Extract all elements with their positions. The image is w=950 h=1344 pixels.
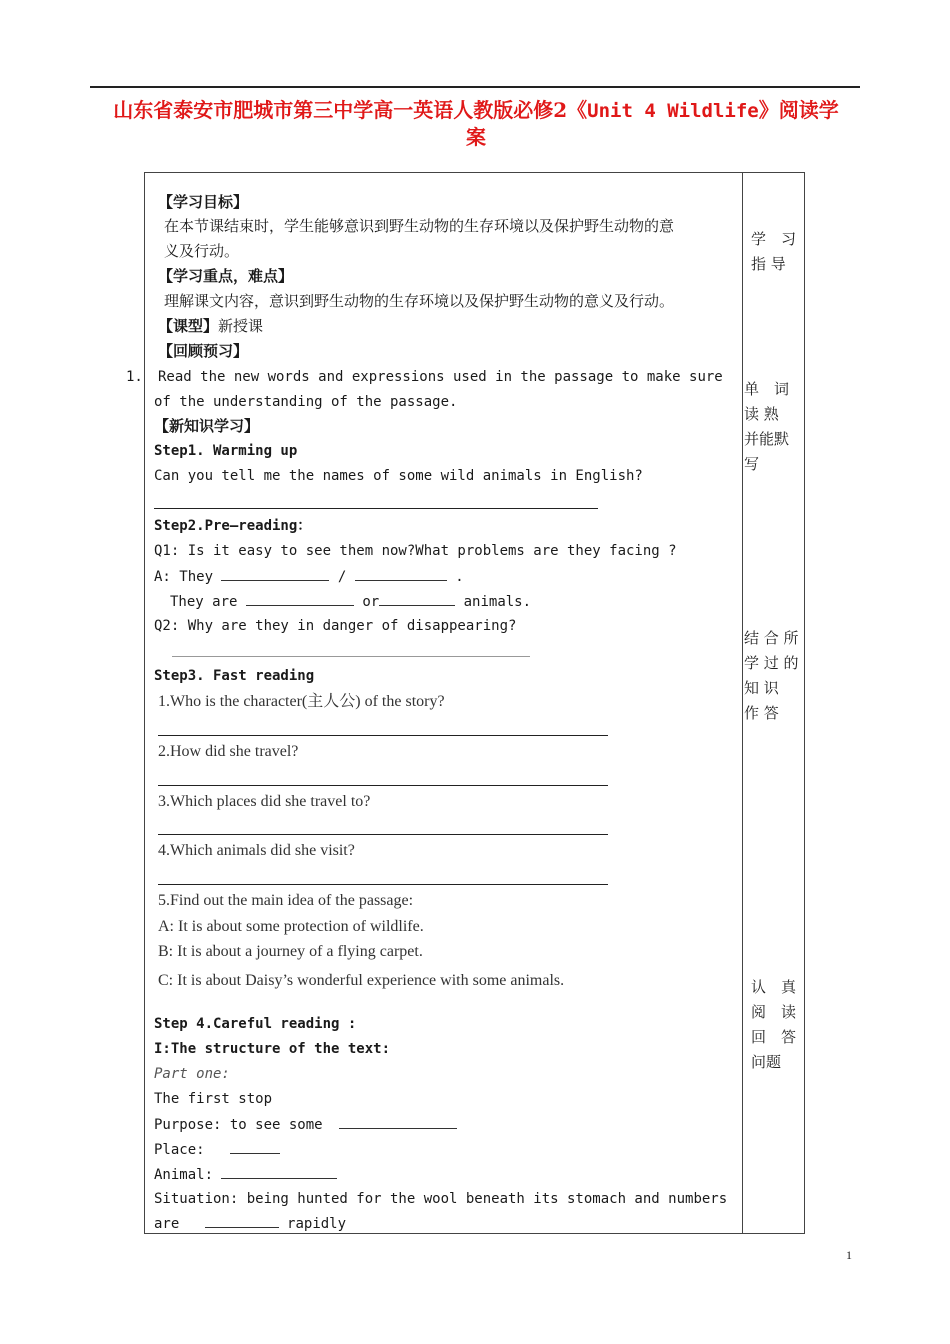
purpose-line: Purpose: to see some (154, 1114, 457, 1135)
step2-answer-a: A: They / . (154, 566, 464, 587)
step3-q1-answer-line[interactable] (158, 735, 608, 736)
step3-q2: 2.How did she travel? (158, 743, 299, 760)
step3-q4: 4.Which animals did she visit? (158, 842, 355, 859)
step3-option-c[interactable]: C: It is about Daisy’s wonderful experience with some animals. (158, 972, 565, 989)
blank-a1[interactable] (221, 566, 329, 581)
purpose-blank[interactable] (339, 1114, 457, 1129)
animal-blank[interactable] (221, 1164, 337, 1179)
step3-option-a[interactable]: A: It is about some protection of wildlife. (158, 918, 424, 935)
header-rule (90, 86, 860, 88)
blank-b2[interactable] (379, 591, 455, 606)
key-text: 理解课文内容，意识到野生动物的生存环境以及保护野生动物的意义及行动。 (164, 292, 675, 310)
part-one-label: Part one: (154, 1066, 230, 1082)
key-heading: 【学习重点，难点】 (158, 267, 294, 285)
blank-b1[interactable] (246, 591, 354, 606)
situation-line-2: are rapidly (154, 1213, 346, 1234)
step3-q4-answer-line[interactable] (158, 884, 608, 885)
step3-q3-answer-line[interactable] (158, 834, 608, 835)
review-heading: 【回顾预习】 (158, 342, 249, 360)
step1-answer-line[interactable] (154, 508, 598, 509)
step1-question: Can you tell me the names of some wild animals in English? (154, 468, 643, 484)
step2-answer-b: They are or animals. (170, 591, 531, 612)
new-knowledge-heading: 【新知识学习】 (154, 417, 260, 435)
step3-q5: 5.Find out the main idea of the passage: (158, 892, 414, 909)
step2-answer-line[interactable] (172, 656, 530, 657)
goal-text-2: 义及行动。 (164, 242, 240, 260)
place-line: Place: (154, 1139, 280, 1160)
step3-heading: Step3. Fast reading (154, 668, 315, 684)
review-text-2: of the understanding of the passage. (154, 394, 458, 410)
blank-a2[interactable] (355, 566, 447, 581)
step3-q3: 3.Which places did she travel to? (158, 793, 371, 810)
page-number: 1 (846, 1248, 852, 1262)
step3-option-b[interactable]: B: It is about a journey of a flying carpet. (158, 943, 423, 960)
step3-q1: 1.Who is the character(主人公) of the story? (158, 693, 445, 710)
sidebar-words-note: 单 词 读 熟 并能默 写 (744, 380, 790, 473)
step2-heading: Step2.Pre—reading： (154, 518, 312, 534)
goal-text-1: 在本节课结束时，学生能够意识到野生动物的生存环境以及保护野生动物的意 (164, 217, 675, 235)
step4-heading: Step 4.Careful reading : (154, 1016, 357, 1032)
animal-line: Animal: (154, 1164, 337, 1185)
sidebar-read-note: 认 真 阅 读 回 答 问题 (751, 978, 797, 1071)
situation-line-1: Situation: being hunted for the wool beneath its stomach and numbers (154, 1191, 728, 1207)
review-text-1: Read the new words and expressions used in the passage to make sure (158, 369, 723, 385)
step2-q2: Q2: Why are they in danger of disappearing? (154, 618, 517, 634)
column-divider (742, 172, 743, 1234)
step2-q1: Q1: Is it easy to see them now?What problems are they facing ? (154, 543, 677, 559)
type-line: 【课型】新授课 (158, 317, 264, 335)
step3-q2-answer-line[interactable] (158, 785, 608, 786)
first-stop-label: The first stop (154, 1091, 273, 1107)
page-title: 山东省泰安市肥城市第三中学高一英语人教版必修2《Unit 4 Wildlife》阅读学 案 (113, 98, 839, 149)
sidebar-combine-note: 结 合 所 学 过 的 知 识 作 答 (744, 629, 799, 722)
review-number: 1. (126, 369, 143, 385)
step1-heading: Step1. Warming up (154, 443, 298, 459)
step4-subheading: I:The structure of the text: (154, 1041, 391, 1057)
goal-heading: 【学习目标】 (158, 193, 249, 211)
sidebar-study-guide: 学 习 指 导 (751, 230, 797, 273)
situation-blank[interactable] (205, 1213, 279, 1228)
place-blank[interactable] (230, 1139, 280, 1154)
